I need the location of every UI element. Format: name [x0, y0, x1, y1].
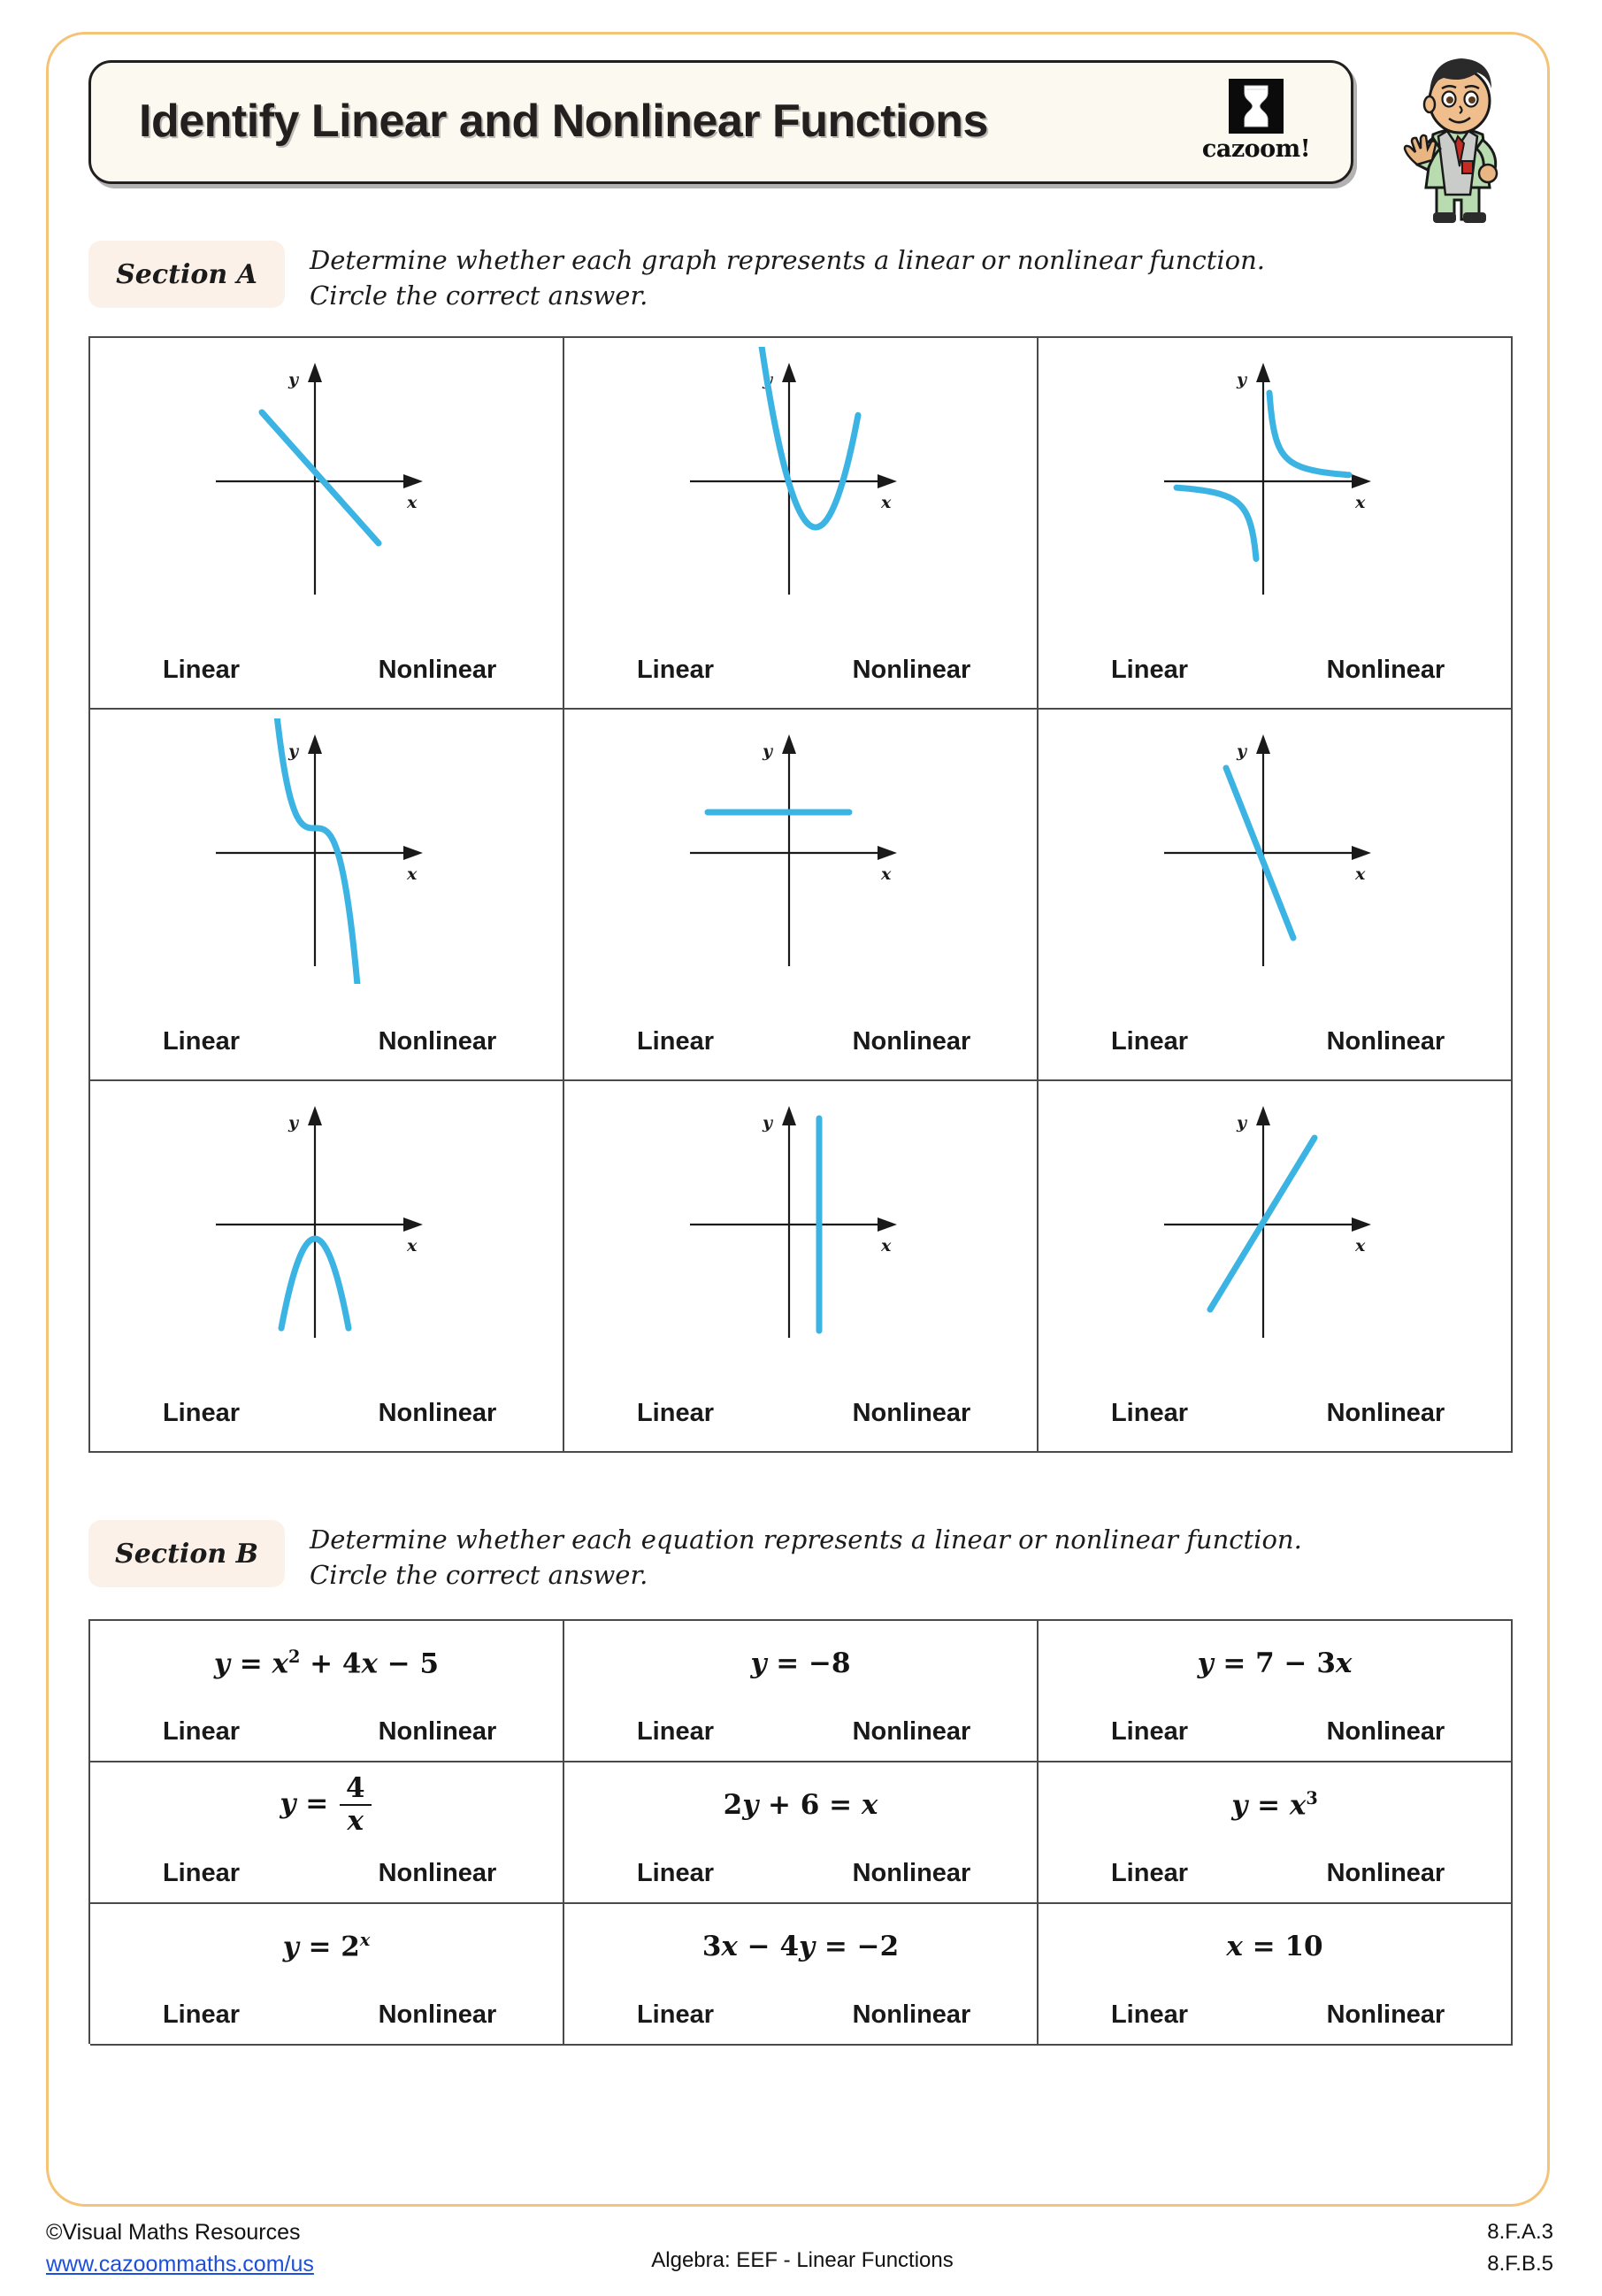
answer-row [564, 1027, 1037, 1056]
svg-text:y: y [1237, 1113, 1247, 1133]
student-mascot-icon [1378, 37, 1537, 232]
svg-text:x: x [407, 493, 418, 512]
graph-6 [1039, 718, 1511, 1002]
svg-text:x: x [1355, 1236, 1366, 1256]
answer-row [1039, 1027, 1511, 1056]
svg-text:y: y [763, 741, 773, 761]
equation-cell [1039, 1762, 1513, 1904]
graph-9 [1039, 1090, 1511, 1373]
graph-8-linear-option[interactable]: Linear [636, 1399, 714, 1427]
graph-4-linear-option[interactable]: Linear [162, 1027, 240, 1056]
standard-2: 8.F.B.5 [1487, 2252, 1553, 2276]
hourglass-icon [1229, 79, 1284, 134]
graph-4-nonlinear-option[interactable]: Nonlinear [378, 1027, 497, 1056]
page-title: Identify Linear and Nonlinear Functions [139, 96, 988, 147]
answer-row [1039, 1399, 1511, 1428]
svg-text:x: x [881, 864, 892, 884]
worksheet-footer [46, 2216, 1559, 2296]
answer-row [90, 1027, 563, 1056]
logo-wordmark: cazoom! [1201, 135, 1311, 163]
graph-cell [564, 338, 1039, 710]
graph-cell [90, 710, 564, 1081]
equation-6-nonlinear-option[interactable]: Nonlinear [1326, 1859, 1445, 1887]
graph-2-nonlinear-option[interactable]: Nonlinear [852, 656, 971, 684]
equation-5-text: 2y + 6 = x [723, 1789, 878, 1821]
graph-7-nonlinear-option[interactable]: Nonlinear [378, 1399, 497, 1427]
equation-cell [564, 1621, 1039, 1762]
equation-3-linear-option[interactable]: Linear [1110, 1717, 1188, 1746]
answer-row [90, 656, 563, 685]
graph-cell [1039, 1081, 1513, 1453]
answer-row [564, 1859, 1037, 1888]
section-b-header [88, 1520, 1415, 1590]
section-a-pill [88, 241, 285, 308]
worksheet-header [88, 60, 1353, 184]
equation-8-nonlinear-option[interactable]: Nonlinear [852, 2000, 971, 2029]
equation-cell [90, 1904, 564, 2046]
graphs-grid [88, 336, 1513, 1453]
svg-text:x: x [1355, 493, 1366, 512]
graph-cell [90, 338, 564, 710]
equation-5-nonlinear-option[interactable]: Nonlinear [852, 1859, 971, 1887]
graph-2 [564, 347, 1037, 630]
svg-text:y: y [763, 1113, 773, 1133]
section-a-instruction-line-1: Determine whether each graph represents a linear or nonlinear function. [310, 245, 1266, 275]
answer-row [564, 1399, 1037, 1428]
svg-text:x: x [881, 493, 892, 512]
equation-1 [90, 1621, 563, 1706]
footer-standards [1487, 2216, 1553, 2280]
equation-3-text: y = 7 − 3x [1197, 1647, 1353, 1679]
svg-text:y: y [288, 741, 299, 761]
equation-7-linear-option[interactable]: Linear [162, 2000, 240, 2029]
equation-2-linear-option[interactable]: Linear [636, 1717, 714, 1746]
graph-1-linear-option[interactable]: Linear [162, 656, 240, 684]
graph-7-linear-option[interactable]: Linear [162, 1399, 240, 1427]
svg-text:y: y [763, 370, 773, 389]
equation-9 [1039, 1904, 1511, 1989]
equation-1-nonlinear-option[interactable]: Nonlinear [378, 1717, 497, 1746]
equation-4 [90, 1762, 563, 1847]
graph-1 [90, 347, 563, 630]
answer-row [90, 1717, 563, 1747]
equation-cell [90, 1621, 564, 1762]
equation-5-linear-option[interactable]: Linear [636, 1859, 714, 1887]
svg-text:y: y [1237, 370, 1247, 389]
website-link[interactable]: www.cazoommaths.com/us [46, 2252, 314, 2277]
equation-4-text: y = $\frac{4}{x}$ [280, 1774, 372, 1836]
svg-text:y: y [288, 1113, 299, 1133]
graph-cell [564, 1081, 1039, 1453]
equation-6-text: $y = x^3$ [1231, 1788, 1318, 1822]
svg-text:x: x [407, 864, 418, 884]
equation-8-linear-option[interactable]: Linear [636, 2000, 714, 2029]
title-box [88, 60, 1353, 184]
section-b-instruction-line-2: Circle the correct answer. [310, 1560, 648, 1590]
answer-row [564, 2000, 1037, 2030]
equation-cell [1039, 1621, 1513, 1762]
equations-grid [88, 1619, 1513, 2044]
equation-3-nonlinear-option[interactable]: Nonlinear [1326, 1717, 1445, 1746]
graph-1-nonlinear-option[interactable]: Nonlinear [378, 656, 497, 684]
equation-2-nonlinear-option[interactable]: Nonlinear [852, 1717, 971, 1746]
footer-topic: Algebra: EEF - Linear Functions [651, 2248, 954, 2272]
graph-6-nonlinear-option[interactable]: Nonlinear [1326, 1027, 1445, 1056]
graph-8 [564, 1090, 1037, 1373]
graph-5-linear-option[interactable]: Linear [636, 1027, 714, 1056]
svg-text:y: y [288, 370, 299, 389]
equation-cell [564, 1904, 1039, 2046]
graph-9-linear-option[interactable]: Linear [1110, 1399, 1188, 1427]
graph-cell [564, 710, 1039, 1081]
equation-9-linear-option[interactable]: Linear [1110, 2000, 1188, 2029]
cazoom-logo [1190, 79, 1322, 171]
equation-2 [564, 1621, 1037, 1706]
graph-3-linear-option[interactable]: Linear [1110, 656, 1188, 684]
equation-5 [564, 1762, 1037, 1847]
section-a-label: Section A [116, 258, 257, 290]
equation-7-text: $y = 2^x$ [282, 1930, 371, 1963]
section-b-pill [88, 1520, 285, 1587]
graph-5-nonlinear-option[interactable]: Nonlinear [852, 1027, 971, 1056]
equation-cell [1039, 1904, 1513, 2046]
equation-8-text: 3x − 4y = −2 [701, 1931, 900, 1962]
section-a-instruction-line-2: Circle the correct answer. [310, 280, 648, 311]
graph-3 [1039, 347, 1511, 630]
section-a-header [88, 241, 1415, 311]
equation-8 [564, 1904, 1037, 1989]
section-b-instruction-line-1: Determine whether each equation represents a linear or nonlinear function. [310, 1524, 1302, 1555]
equation-9-nonlinear-option[interactable]: Nonlinear [1326, 2000, 1445, 2029]
answer-row [1039, 1859, 1511, 1888]
graph-cell [1039, 710, 1513, 1081]
graph-4 [90, 718, 563, 1002]
svg-text:x: x [1355, 864, 1366, 884]
standard-1: 8.F.A.3 [1487, 2220, 1553, 2244]
equation-6-linear-option[interactable]: Linear [1110, 1859, 1188, 1887]
graph-2-linear-option[interactable]: Linear [636, 656, 714, 684]
graph-8-nonlinear-option[interactable]: Nonlinear [852, 1399, 971, 1427]
graph-9-nonlinear-option[interactable]: Nonlinear [1326, 1399, 1445, 1427]
svg-text:x: x [881, 1236, 892, 1256]
section-b-instructions [310, 1522, 1477, 1593]
graph-7 [90, 1090, 563, 1373]
copyright-text: ©Visual Maths Resources [46, 2220, 301, 2245]
equation-2-text: y = −8 [750, 1647, 851, 1679]
equation-cell [90, 1762, 564, 1904]
answer-row [1039, 1717, 1511, 1747]
equation-4-nonlinear-option[interactable]: Nonlinear [378, 1859, 497, 1887]
graph-cell [1039, 338, 1513, 710]
equation-3 [1039, 1621, 1511, 1706]
equation-cell [564, 1762, 1039, 1904]
graph-cell [90, 1081, 564, 1453]
equation-7-nonlinear-option[interactable]: Nonlinear [378, 2000, 497, 2029]
equation-6 [1039, 1762, 1511, 1847]
answer-row [564, 1717, 1037, 1747]
answer-row [90, 1399, 563, 1428]
graph-6-linear-option[interactable]: Linear [1110, 1027, 1188, 1056]
svg-text:x: x [407, 1236, 418, 1256]
section-a-instructions [310, 242, 1477, 313]
answer-row [90, 2000, 563, 2030]
answer-row [1039, 656, 1511, 685]
equation-7 [90, 1904, 563, 1989]
svg-text:y: y [1237, 741, 1247, 761]
answer-row [90, 1859, 563, 1888]
equation-1-linear-option[interactable]: Linear [162, 1717, 240, 1746]
graph-5 [564, 718, 1037, 1002]
equation-1-text: $y = x^2 + 4x - 5$ [213, 1647, 440, 1680]
answer-row [564, 656, 1037, 685]
equation-4-linear-option[interactable]: Linear [162, 1859, 240, 1887]
equation-9-text: x = 10 [1226, 1931, 1323, 1962]
graph-3-nonlinear-option[interactable]: Nonlinear [1326, 656, 1445, 684]
section-b-label: Section B [115, 1538, 258, 1570]
answer-row [1039, 2000, 1511, 2030]
